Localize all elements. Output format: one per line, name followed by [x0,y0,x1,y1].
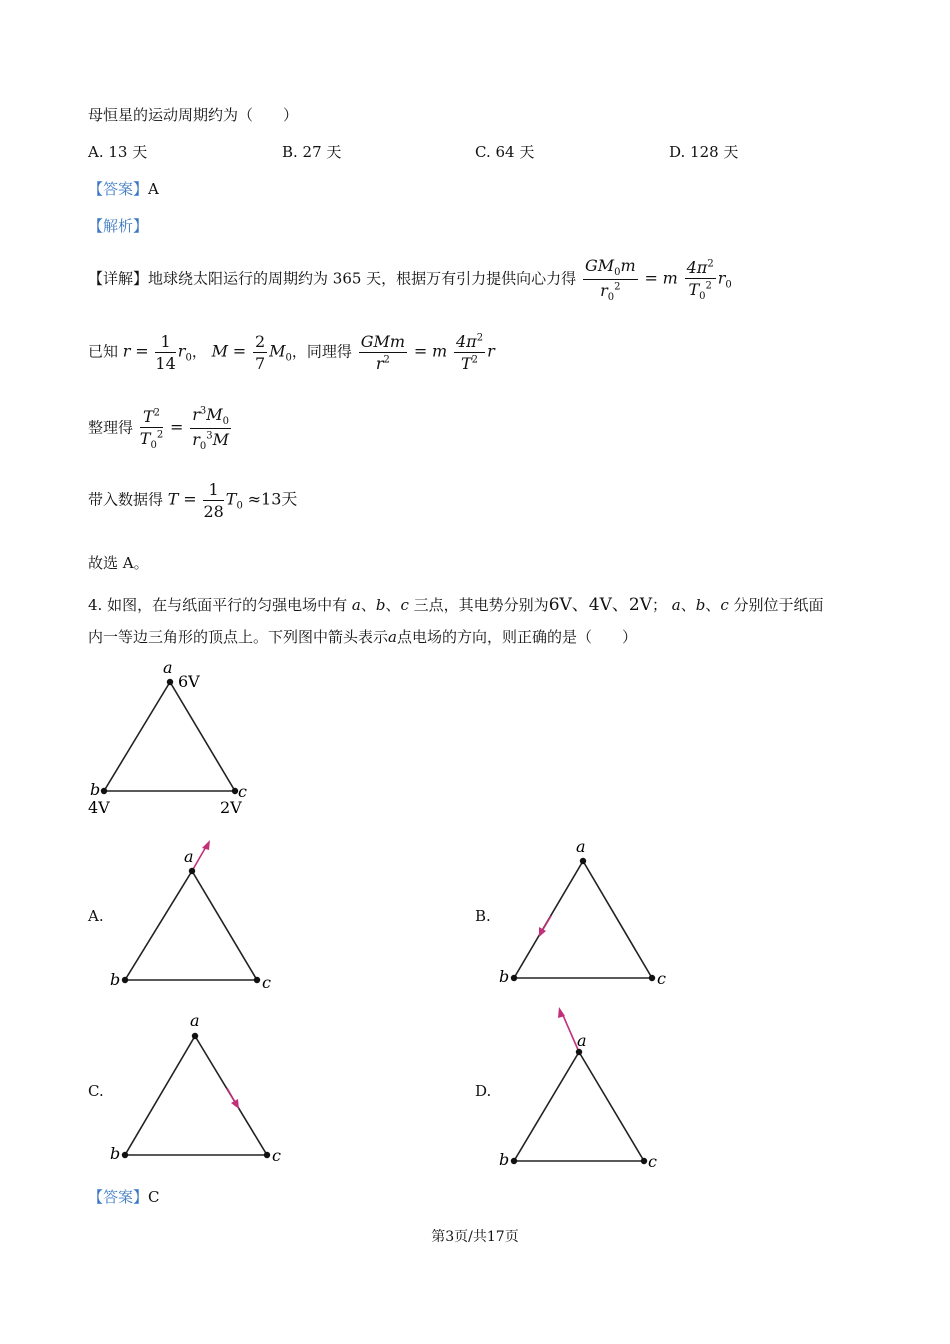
q3-conclusion: 故选 A。 [88,554,149,572]
q4-option-d-figure [495,1005,675,1175]
vertex-b [101,788,107,794]
substitute-prefix: 带入数据得 [88,490,164,509]
known-mid: 同理得 [306,342,352,361]
label-b: b [90,780,101,799]
formula-gravity-lhs: $\frac{GM_0m}{r_0^2}$ [584,256,636,304]
q4-option-a-label: A. [88,907,104,925]
q4-stem-part1: 如图，在与纸面平行的匀强电场中有 [107,596,348,614]
label-b: b [499,967,510,986]
label-c: c [262,973,271,992]
label-c: c [272,1146,281,1165]
answer-tag: 【答案】 [88,1188,149,1206]
label-b: b [110,1144,121,1163]
label-a: a [163,658,173,677]
formula-planet-centripetal: $\frac{4\pi^2}{T^2}$ [455,332,484,373]
rearrange-prefix: 整理得 [88,418,134,437]
label-a-potential: 6V [178,672,200,691]
q4-main-figure [80,655,280,825]
formula-centripetal-rhs: $\frac{4\pi^2}{T_0^2}$ [686,257,714,302]
q3-option-b: B. 27 天 [282,143,342,161]
q4-option-c-label: C. [88,1082,104,1100]
q4-option-d-label: D. [475,1082,492,1100]
q3-known: 已知 r = $\frac{1}{14}$ $r_0$， M = $\frac{2}{7}$ $M_0$，同理得 $\frac{\text{GMm}}{r^2}$ = m $\frac{4\pi^2}{T^2}$ r [88,332,495,373]
q4-stem-part5: 点电场的方向，则正确的是（ ） [396,628,637,646]
field-arrow [192,845,207,871]
label-b: b [110,970,121,989]
label-b-potential: 4V [88,798,110,817]
q3-option-a: A. 13 天 [88,143,148,161]
q4-stem-line2: 内一等边三角形的顶点上。下列图中箭头表示a点电场的方向，则正确的是（ ） [88,628,637,646]
formula-result: $\frac{1}{28}$ [203,480,224,521]
answer-value: C [148,1188,160,1206]
q4-number: 4. [88,596,103,614]
label-c: c [648,1152,657,1171]
q3-option-c: C. 64 天 [475,143,535,161]
q3-stem-tail: 母恒星的运动周期约为（ ） [88,106,299,124]
label-c: c [238,782,247,801]
q3-analysis-tag [88,215,148,236]
q4-answer [88,1186,160,1207]
q3-detail: 【详解】地球绕太阳运行的周期约为 365 天，根据万有引力提供向心力得 $\frac{GM_0m}{r_0^2}$ = m $\frac{4\pi^2}{T_0^2}$ $r_0$ [88,256,732,304]
q4-option-c-figure [105,1010,295,1175]
substitute-result: ≈13天 [247,489,298,509]
q3-rearrange: 整理得 $\frac{T^2}{T_0^2}$ = $\frac{r^3M_0}{r_0^3M}$ [88,405,229,453]
formula-r-ratio: $\frac{1}{14}$ [155,332,176,373]
q4-stem-part3: 分别位于纸面 [733,596,824,614]
label-a: a [184,847,194,866]
page-footer: 第3页/共17页 [431,1229,519,1245]
q4-stem-line1: 4. 如图，在与纸面平行的匀强电场中有 a、b、c 三点，其电势分别为6V、4V、2V； a、b、c 分别位于纸面 [88,595,824,615]
detail-tag: 【详解】 [88,269,149,288]
label-a: a [577,1031,587,1050]
answer-tag: 【答案】 [88,180,149,198]
label-a: a [576,837,586,856]
formula-m-ratio: $\frac{2}{7}$ [254,332,266,373]
known-prefix: 已知 [88,342,119,361]
analysis-tag: 【解析】 [88,217,149,235]
formula-planet-gravity: $\frac{\text{GMm}}{r^2}$ [360,332,406,373]
q4-stem-part4: 内一等边三角形的顶点上。下列图中箭头表示 [88,628,389,646]
label-b: b [499,1150,510,1169]
label-a: a [190,1011,200,1030]
q4-potentials: 6V、4V、2V [548,595,652,615]
label-c: c [657,969,666,988]
q3-answer [88,178,159,199]
q4-option-b-label: B. [475,907,491,925]
q4-stem-part2: 三点，其电势分别为 [413,596,549,614]
q4-option-b-figure [495,835,675,995]
detail-text: 地球绕太阳运行的周期约为 365 天，根据万有引力提供向心力得 [148,269,577,288]
formula-period-ratio: $\frac{T^2}{T_0^2}$ [139,406,164,451]
q3-option-d: D. 128 天 [669,143,739,161]
formula-radius-mass-ratio: $\frac{r^3M_0}{r_0^3M}$ [192,405,229,453]
label-c-potential: 2V [220,798,242,817]
field-arrow [542,916,551,931]
answer-value: A [148,180,159,198]
vertex-a [167,679,173,685]
q4-option-a-figure [105,835,285,995]
q3-substitute: 带入数据得 T = $\frac{1}{28}$ $T_0 \approx 13$天 [88,480,298,521]
